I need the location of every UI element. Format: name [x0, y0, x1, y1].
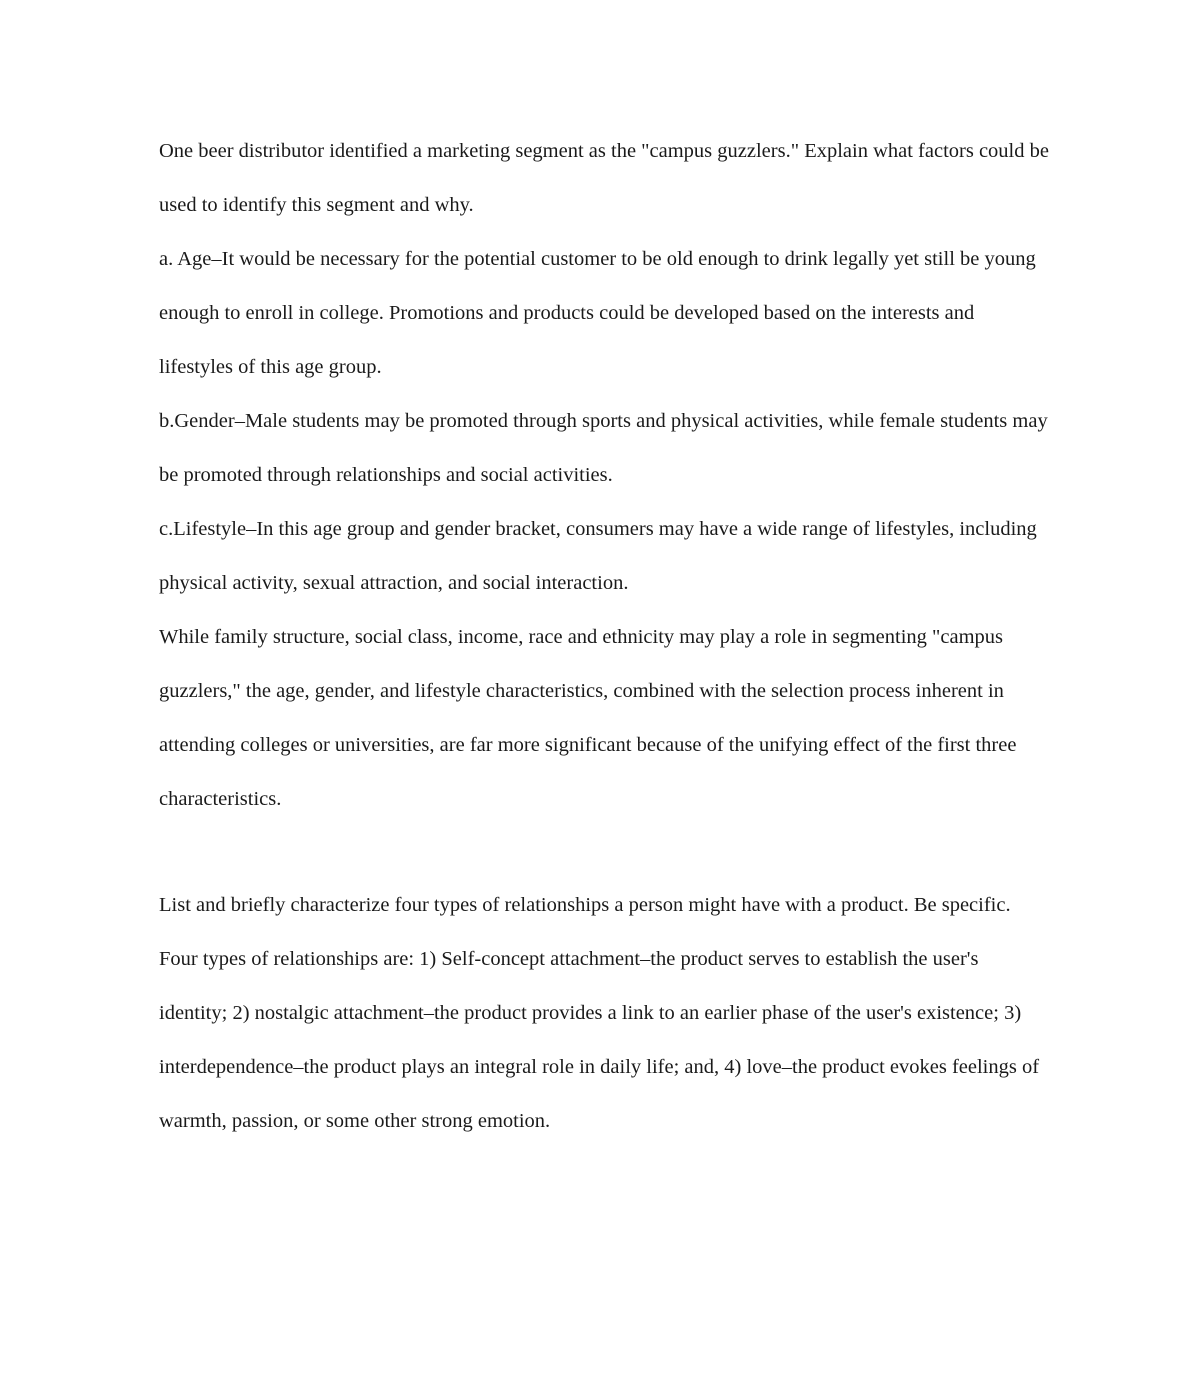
document-body: [159, 124, 1049, 1148]
question-2-prompt: List and briefly characterize four types of relationships a person might have with a product. Be specific.: [159, 894, 1011, 916]
section-spacer: [159, 826, 1049, 878]
question-1-answer-age: a. Age–It would be necessary for the potential customer to be old enough to drink legally yet still be young enough to enroll in college. Promotions and products could be developed based on the interests and lifestyles of this age group.: [159, 248, 1036, 378]
question-1-conclusion: While family structure, social class, income, race and ethnicity may play a role in segmenting "campus guzzlers," the age, gender, and lifestyle characteristics, combined with the selection process inherent in attending colleges or universities, are far more significant because of the unifying effect of the first three characteristics.: [159, 626, 1017, 810]
question-1-prompt: One beer distributor identified a marketing segment as the "campus guzzlers." Explain what factors could be used to identify this segment and why.: [159, 140, 1049, 216]
question-2-answer: Four types of relationships are: 1) Self-concept attachment–the product serves to establish the user's identity; 2) nostalgic attachment–the product provides a link to an earlier phase of the user's existence; 3) interdependence–the product plays an integral role in daily life; and, 4) love–the product evokes feelings of warmth, passion, or some other strong emotion.: [159, 948, 1040, 1132]
question-1-answer-lifestyle: c.Lifestyle–In this age group and gender bracket, consumers may have a wide range of lifestyles, including physical activity, sexual attraction, and social interaction.: [159, 518, 1037, 594]
question-1-answer-gender: b.Gender–Male students may be promoted through sports and physical activities, while female students may be promoted through relationships and social activities.: [159, 410, 1048, 486]
